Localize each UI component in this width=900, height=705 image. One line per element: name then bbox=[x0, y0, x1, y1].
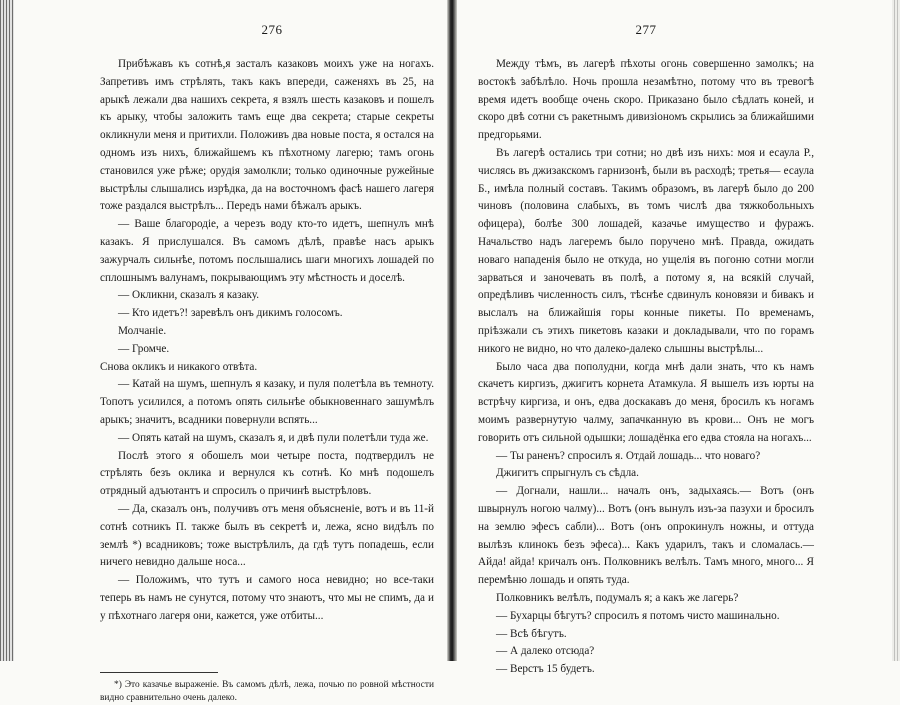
paragraph: Было часа два пополудни, когда мнѣ дали знать, что къ намъ скачетъ киргизъ, джигитъ корнета Атамкула. Я вышелъ изъ юрты на встрѣчу киргиза, и онъ, едва доскакавъ до меня, бросилъ къ ногамъ моимъ развернутую чалму, запачканную въ крови... Онъ не могъ говорить отъ сильной одышки; лошадёнка его едва стояла на ногахъ... bbox=[478, 360, 814, 444]
paragraph: Послѣ этого я обошелъ мои четыре поста, подтвердилъ не стрѣлять безъ оклика и вернулся къ сотнѣ. Ко мнѣ подошелъ отрядный адъютантъ и спросилъ о причинѣ выстрѣловъ. bbox=[100, 449, 434, 498]
paragraph: — Громче. bbox=[118, 342, 170, 355]
paragraph: — Положимъ, что тутъ и самого носа невидно; но все-таки теперь въ намъ не сунутся, потому что знаютъ, что мы не спимъ, да и у пѣхотнаго лагеря они, кажется, уже отбиты... bbox=[100, 574, 434, 622]
paragraph: — Да, сказалъ онъ, получивъ отъ меня объясненіе, вотъ и въ 11-й сотнѣ сотникъ П. также былъ въ секретѣ и, лежа, ясно видѣлъ по землѣ *) всадниковъ; тоже выстрѣлилъ, да гдѣ тутъ попадешь, если ничего невидно дальше носа... bbox=[100, 502, 434, 569]
paragraph: — Кто идетъ?! заревѣлъ онъ дикимъ голосомъ. bbox=[118, 307, 343, 320]
paragraph: Полковникъ велѣлъ, подумалъ я; а какъ же лагерь? bbox=[496, 591, 739, 604]
paragraph: — Всѣ бѣгутъ. bbox=[496, 627, 567, 640]
right-page-number: 277 bbox=[635, 22, 657, 37]
footnote: *) Это казачье выраженіе. Въ самомъ дѣлѣ, лежа, почью по ровной мѣстности видно сравнительно очень далеко. bbox=[100, 679, 434, 703]
paragraph: — Ваше благородіе, а черезъ воду кто-то идетъ, шепнулъ мнѣ казакъ. Я прислушался. Въ самомъ дѣлѣ, правѣе насъ арыкъ зажурчалъ сильнѣе, потомъ послышались шаги многихъ лошадей по сплошнымъ валунамъ, покрывающимъ эту мѣстность и доселѣ. bbox=[100, 218, 434, 284]
paragraph: — Окликни, сказалъ я казаку. bbox=[118, 289, 260, 302]
paragraph: — Бухарцы бѣгутъ? спросилъ я потомъ чисто машинально. bbox=[496, 609, 780, 622]
page-edge-left bbox=[0, 0, 14, 661]
paragraph: Между тѣмъ, въ лагерѣ пѣхоты огонь совершенно замолкъ; на востокѣ забѣлѣло. Ночь прошла незамѣтно, потому что въ тревогѣ время идетъ вообще очень скоро. Приказано было сѣдлать коней, и скоро двѣ сотни съ ракетнымъ дивизіономъ скрылись за ближайшими предгорьями. bbox=[478, 58, 814, 142]
right-page-body bbox=[478, 56, 814, 679]
page-edge-right bbox=[892, 0, 900, 661]
paragraph: Снова окликъ и никакого отвѣта. bbox=[100, 360, 258, 373]
paragraph: Молчаніе. bbox=[118, 324, 167, 337]
paragraph: — Катай на шумъ, шепнулъ я казаку, и пуля полетѣла въ темноту. Топотъ усилился, а потомъ опять сильнѣе обыкновеннаго зашумѣлъ арыкъ; значитъ, всадники повернули вспять... bbox=[100, 378, 434, 426]
book-gutter bbox=[447, 0, 457, 661]
left-page-number: 276 bbox=[261, 22, 283, 37]
paragraph: Въ лагерѣ остались три сотни; но двѣ изъ нихъ: моя и есаула Р., числясь въ джизакскомъ гарнизонѣ, были въ расходѣ; третья— есаула Б., имѣла полный составъ. Такимъ образомъ, въ лагерѣ было до 200 чиновъ (половина слабыхъ, въ томъ числѣ два тяжкобольныхъ офицера), болѣе 300 лошадей, казачье имущество и фуражъ. Начальство надъ лагеремъ было поручено мнѣ. Правда, ожидать новаго нападенія было не откуда, но ущелія въ погоню сотни могли зарваться и заночевать въ полѣ, а потому я, на всякій случай, опредѣливъ численность силъ, тѣснѣе сдвинулъ коновязи и бивакъ и выслалъ на ближайшія горы конные пикеты. По временамъ, пріѣзжали съ этихъ пикетовъ казаки и докладывали, что по горамъ никого не видно, но что далеко-далеко слышны выстрѣлы... bbox=[478, 146, 814, 355]
right-page bbox=[478, 0, 814, 676]
paragraph: — А далеко отсюда? bbox=[496, 645, 595, 658]
paragraph: — Ты раненъ? спросилъ я. Отдай лошадь... что новаго? bbox=[496, 449, 761, 462]
paragraph: — Догнали, нашли... началъ онъ, задыхаясь.— Вотъ (онъ швырнулъ ногою чалму)... Вотъ (онъ вынулъ изъ-за пазухи и бросилъ на землю эфесъ сабли)... Вотъ (онъ опрокинулъ ножны, и оттуда вылѣзъ клинокъ безъ эфеса)... Какъ ударилъ, такъ и сломалась.—Айда! айда! кричалъ онъ. Полковникъ велѣлъ. Тамъ много, много... Я перемѣню лошадь и опять туда. bbox=[478, 485, 814, 587]
paragraph: — Опять катай на шумъ, сказалъ я, и двѣ пули полетѣли туда же. bbox=[118, 431, 429, 444]
paragraph: Джигитъ спрыгнулъ съ сѣдла. bbox=[496, 467, 639, 480]
footnote-divider bbox=[100, 672, 218, 673]
paragraph: Прибѣжавъ къ сотнѣ,я засталъ казаковъ моихъ уже на ногахъ. Запретивъ имъ стрѣлять, такъ какъ впереди, саженяхъ въ 25, на арыкѣ лежали два нашихъ секрета, я взялъ шесть казаковъ и пошелъ къ арыку, чтобы заложить тамъ еще два секрета; старые секреты окликнули меня и притихли. Положивъ два новые поста, я остался на одномъ изъ нихъ, ближайшемъ къ пѣхотному лагерю; тамъ огонь становился уже рѣже; орудія замолкли; только одиночные ружейные выстрѣлы слышались изрѣдка, да на восточномъ фасѣ нашего лагеря тоже раздался выстрѣлъ... Передъ нами бѣжалъ арыкъ. bbox=[100, 58, 434, 213]
paragraph: — Верстъ 15 будетъ. bbox=[496, 663, 595, 676]
left-page-body bbox=[100, 56, 434, 626]
left-page bbox=[100, 0, 434, 703]
